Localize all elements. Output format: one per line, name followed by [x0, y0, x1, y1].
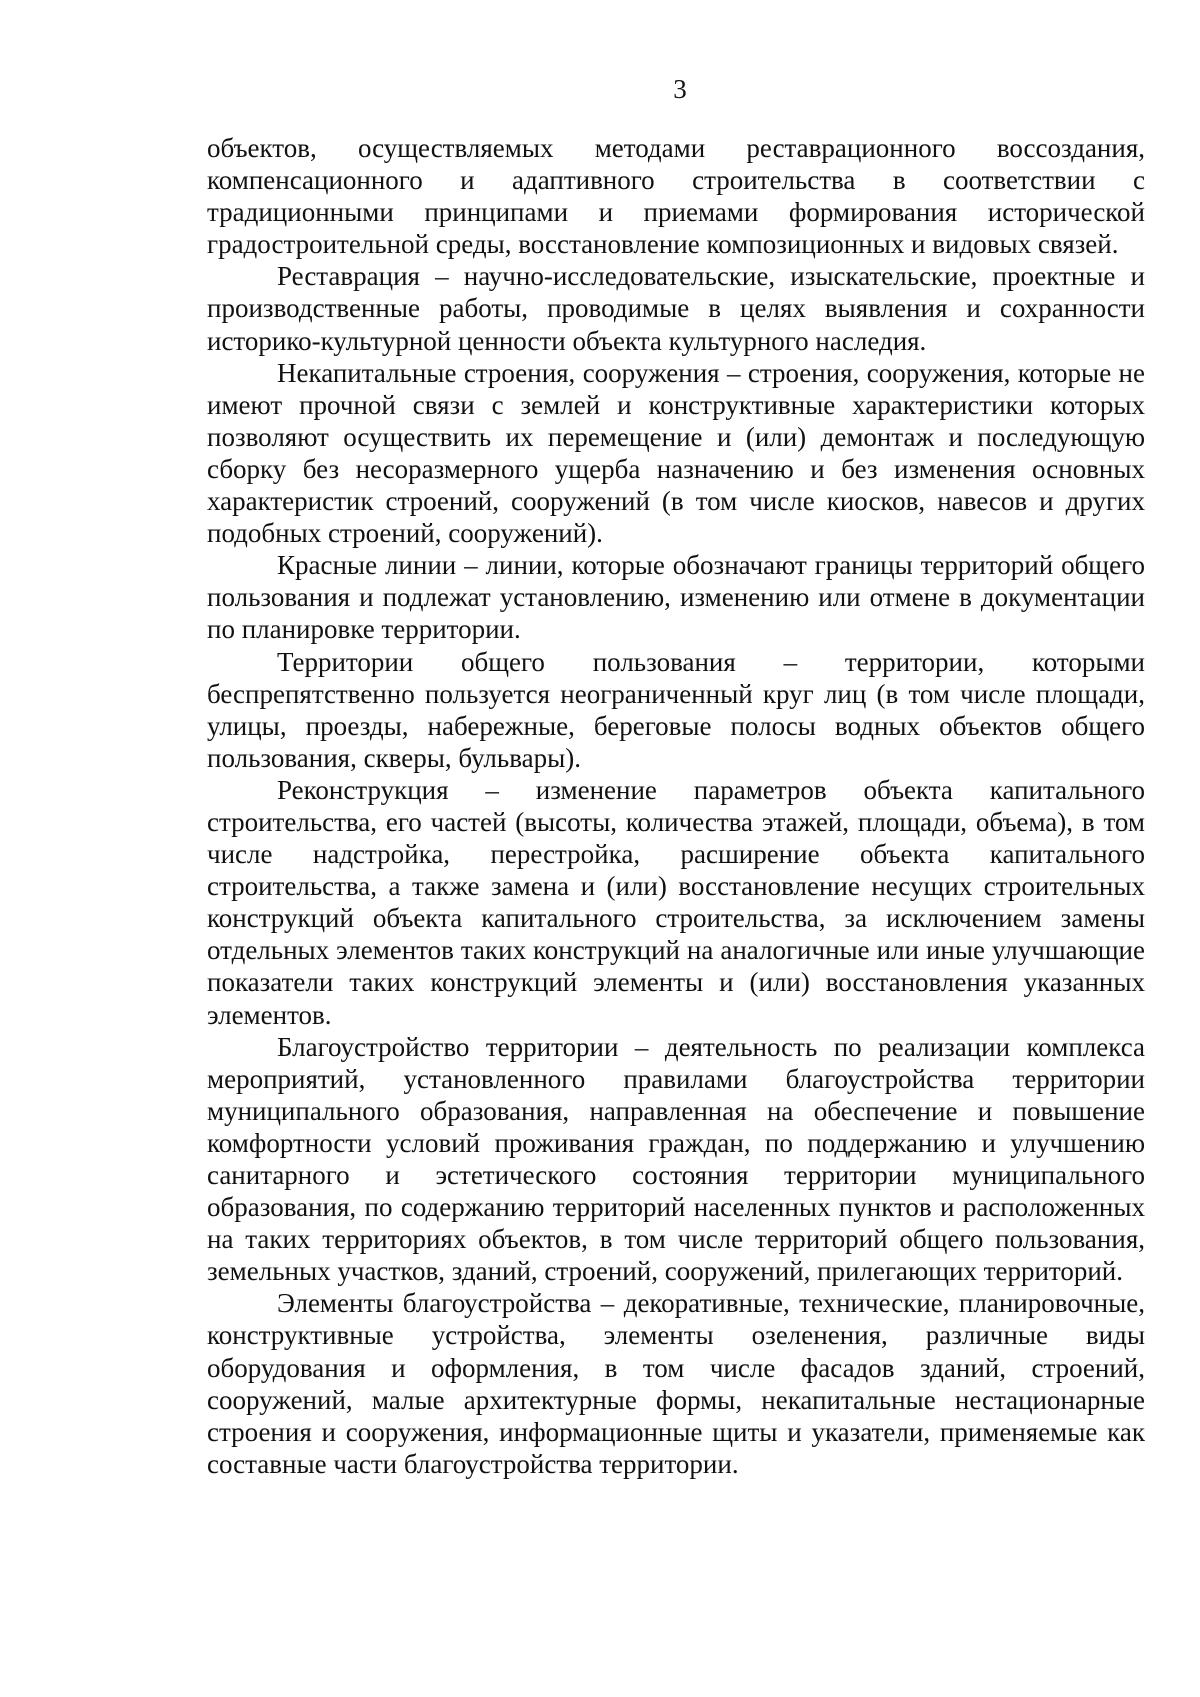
paragraph-landscaping-elements-definition: Элементы благоустройства – декоративные, технические, планировочные, конструктивные устройства, элементы озеленения, различные виды оборудования и оформления, в том числе фасадов зданий, строений, сооружений, малые архитектурные формы, некапитальные нестационарные строения и сооружения, информационные щиты и указатели, применяемые как составные части благоустройства территории. — [207, 1288, 1145, 1479]
paragraph-non-capital-structures-definition: Некапитальные строения, сооружения – строения, сооружения, которые не имеют прочной связи с землей и конструктивные характеристики которых позволяют осуществить их перемещение и (или) демонтаж и последующую сборку без несоразмерного ущерба назначению и без изменения основных характеристик строений, сооружений (в том числе киосков, навесов и других подобных строений, сооружений). — [207, 357, 1145, 549]
paragraph-restoration-definition: Реставрация – научно-исследовательские, изыскательские, проектные и производственные работы, проводимые в целях выявления и сохранности историко-культурной ценности объекта культурного наследия. — [207, 261, 1145, 356]
document-body — [207, 132, 1145, 1480]
page-number: 3 — [673, 74, 687, 104]
paragraph-red-lines-definition: Красные линии – линии, которые обозначают границы территорий общего пользования и подлежат установлению, изменению или отмене в документации по планировке территории. — [207, 550, 1145, 645]
paragraph-continuation: объектов, осуществляемых методами реставрационного воссоздания, компенсационного и адаптивного строительства в соответствии с традиционными принципами и приемами формирования исторической градостроительной среды, восстановление композиционных и видовых связей. — [207, 133, 1145, 260]
paragraph-reconstruction-definition: Реконструкция – изменение параметров объекта капитального строительства, его частей (высоты, количества этажей, площади, объема), в том числе надстройка, перестройка, расширение объекта капитального строительства, а также замена и (или) восстановление несущих строительных конструкций объекта капитального строительства, за исключением замены отдельных элементов таких конструкций на аналогичные или иные улучшающие показатели таких конструкций элементы и (или) восстановления указанных элементов. — [207, 774, 1145, 1030]
paragraph-public-territories-definition: Территории общего пользования – территории, которыми беспрепятственно пользуется неограниченный круг лиц (в том числе площади, улицы, проезды, набережные, береговые полосы водных объектов общего пользования, скверы, бульвары). — [207, 646, 1145, 773]
paragraph-landscaping-definition: Благоустройство территории – деятельность по реализации комплекса мероприятий, установленного правилами благоустройства территории муниципального образования, направленная на обеспечение и повышение комфортности условий проживания граждан, по поддержанию и улучшению санитарного и эстетического состояния территории муниципального образования, по содержанию территорий населенных пунктов и расположенных на таких территориях объектов, в том числе территорий общего пользования, земельных участков, зданий, строений, сооружений, прилегающих территорий. — [207, 1031, 1145, 1287]
